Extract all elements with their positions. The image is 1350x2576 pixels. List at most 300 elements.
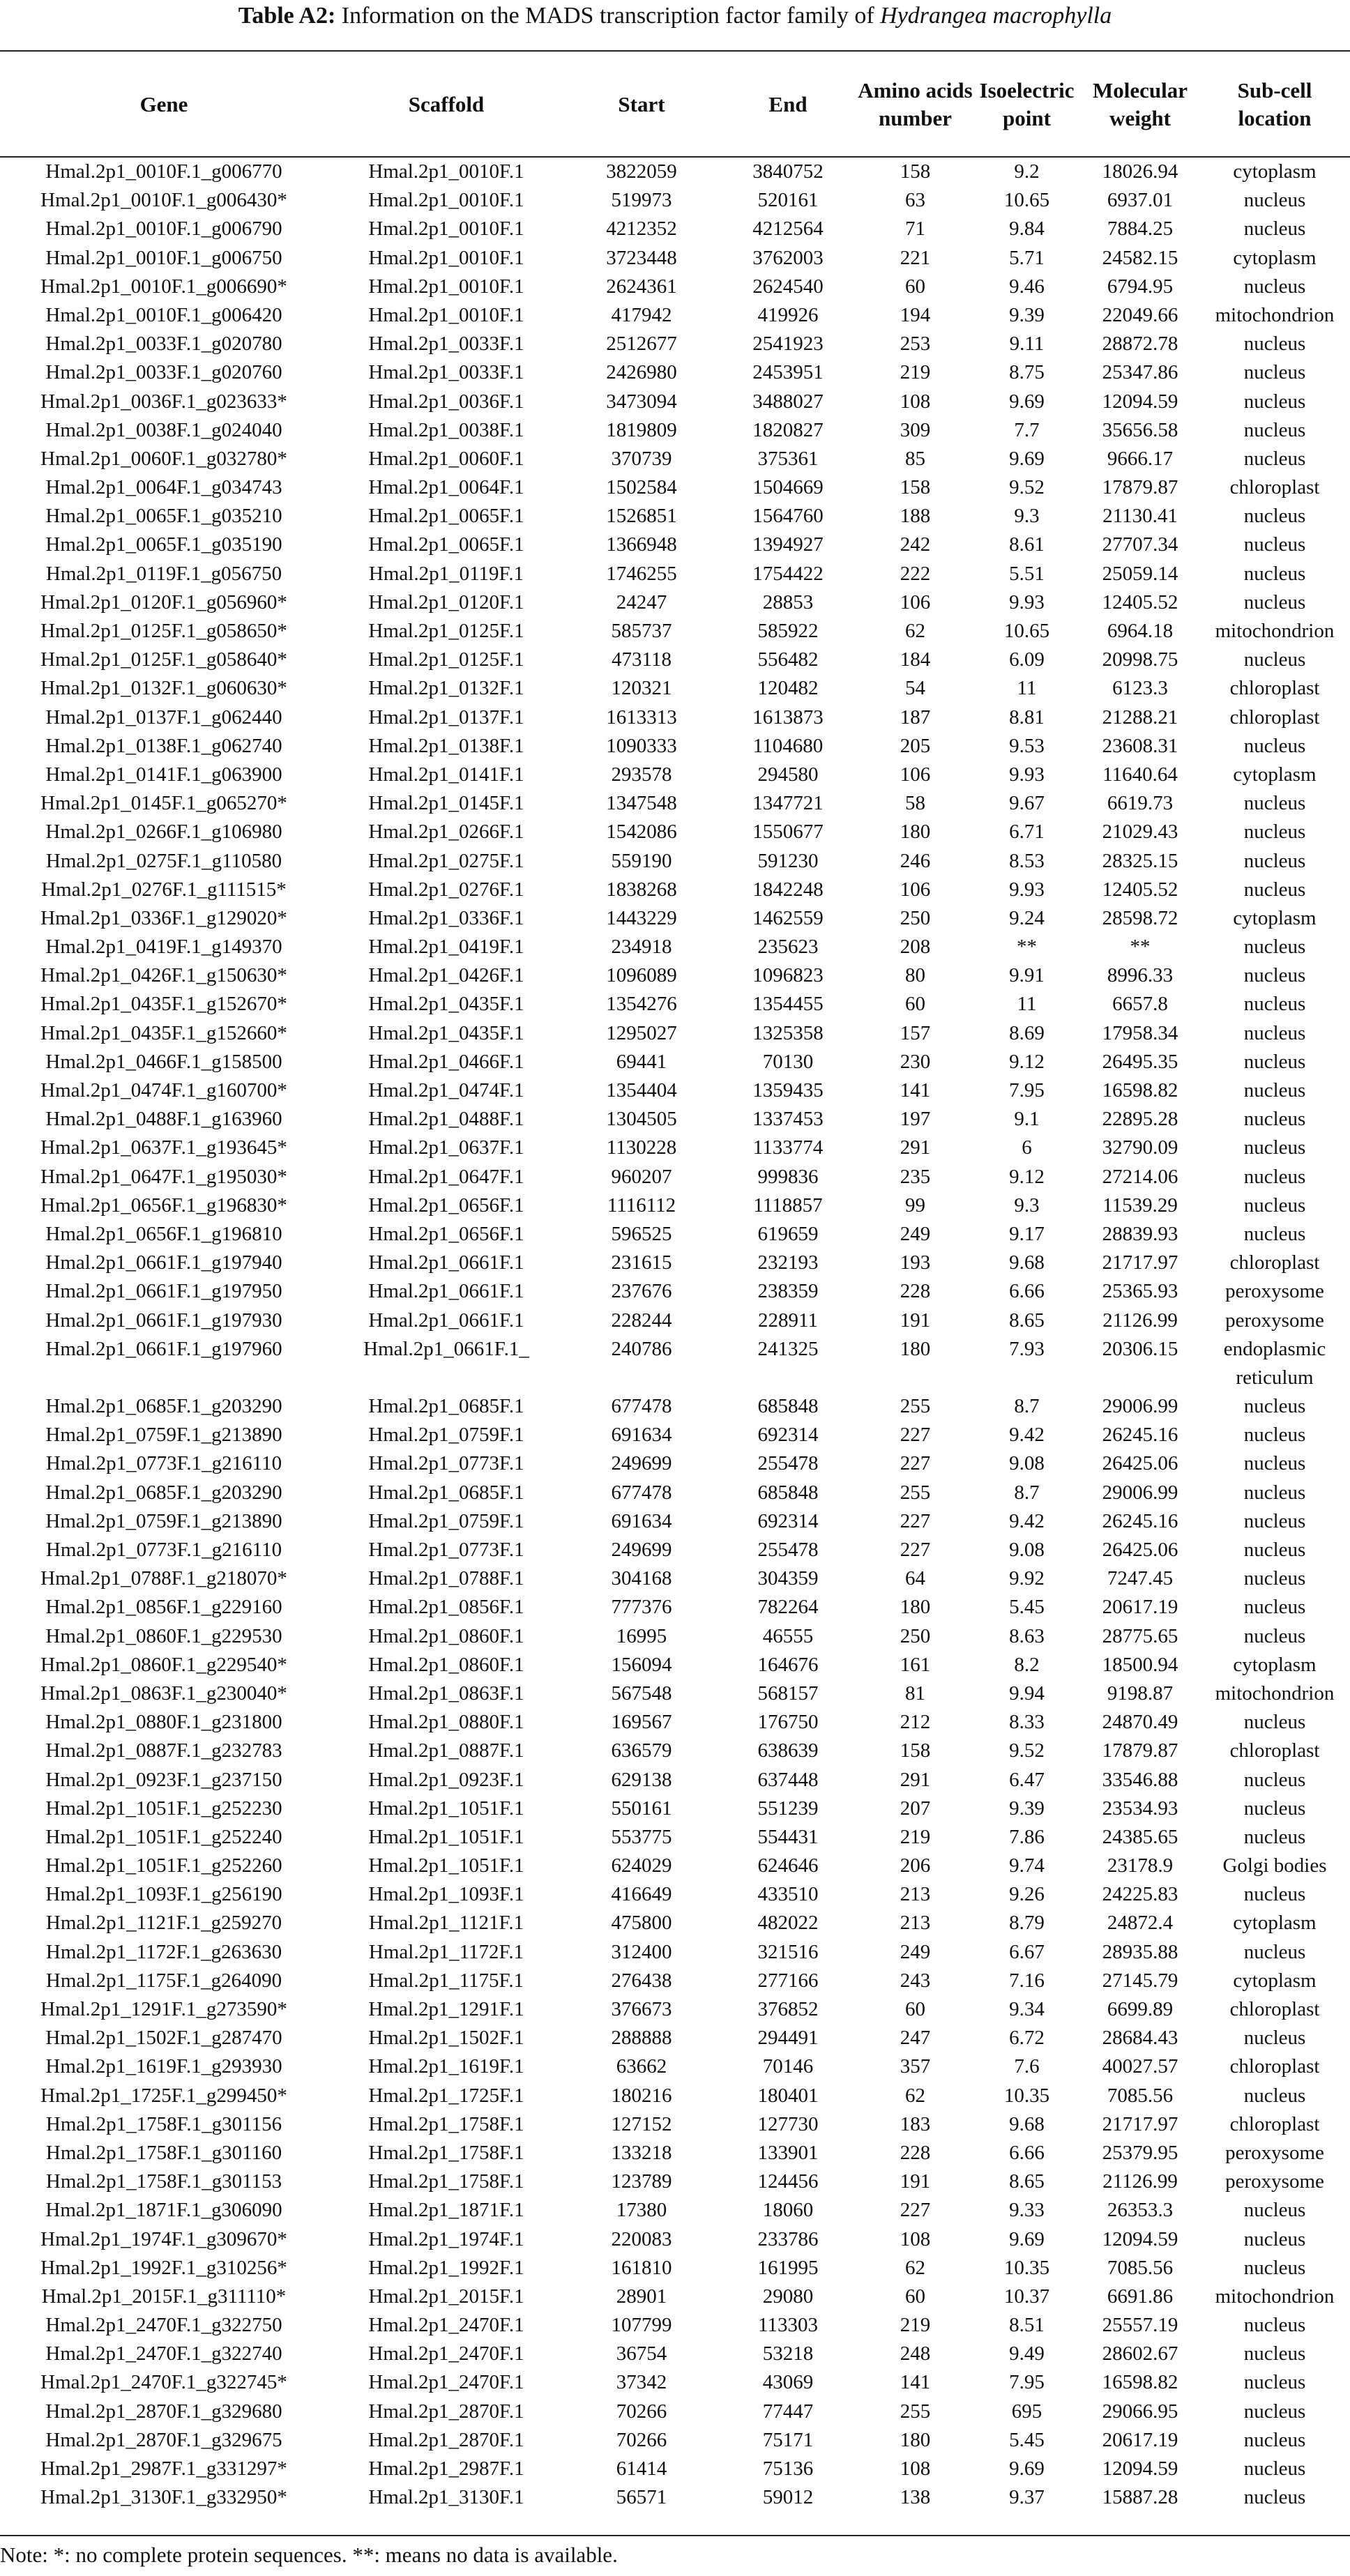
cell-sub-cell-location: nucleus	[1243, 1021, 1306, 1044]
cell-end: 124456	[757, 2170, 819, 2193]
cell-isoelectric-point: 7.6	[1014, 2055, 1040, 2078]
cell-scaffold: Hmal.2p1_0266F.1	[368, 821, 524, 844]
cell-amino-acids: 62	[905, 620, 925, 642]
cell-molecular-weight: 23178.9	[1107, 1854, 1174, 1877]
cell-molecular-weight: 6691.86	[1107, 2285, 1174, 2308]
cell-isoelectric-point: 9.11	[1009, 333, 1045, 356]
cell-end: 1359435	[752, 1079, 824, 1102]
cell-scaffold: Hmal.2p1_2987F.1	[368, 2457, 524, 2480]
cell-amino-acids: 180	[900, 821, 931, 844]
cell-start: 1746255	[606, 562, 677, 585]
cell-end: 638639	[757, 1739, 819, 1762]
cell-start: 69441	[616, 1050, 667, 1073]
table-row	[0, 1938, 1350, 1967]
table-row	[0, 531, 1350, 559]
cell-amino-acids: 106	[900, 763, 931, 786]
cell-sub-cell-location: nucleus	[1243, 936, 1306, 959]
table-row	[0, 588, 1350, 617]
cell-end: 161995	[757, 2256, 819, 2279]
cell-end: 1096823	[752, 964, 824, 987]
cell-gene: Hmal.2p1_0276F.1_g111515*	[41, 878, 287, 901]
cell-molecular-weight: 7884.25	[1107, 218, 1174, 241]
cell-gene: Hmal.2p1_0064F.1_g034743	[45, 476, 282, 499]
cell-start: 231615	[611, 1251, 672, 1274]
cell-end: 53218	[762, 2342, 814, 2365]
cell-sub-cell-location: cytoplasm	[1233, 246, 1317, 269]
cell-end: 685848	[757, 1481, 819, 1504]
cell-scaffold: Hmal.2p1_0336F.1	[368, 906, 524, 929]
cell-start: 1116112	[607, 1194, 676, 1217]
cell-amino-acids: 212	[900, 1711, 931, 1734]
cell-end: 304359	[757, 1567, 819, 1590]
cell-scaffold: Hmal.2p1_0788F.1	[368, 1567, 524, 1590]
cell-start: 1613313	[606, 706, 677, 729]
header-isoelectric-point: Isoelectric point	[979, 78, 1075, 130]
cell-start: 677478	[611, 1395, 672, 1418]
cell-end: 77447	[762, 2400, 814, 2423]
cell-start: 1366948	[606, 533, 677, 556]
cell-end: 1337453	[752, 1108, 824, 1131]
caption-species: Hydrangea macrophylla	[880, 3, 1112, 29]
cell-molecular-weight: 40027.57	[1102, 2055, 1178, 2078]
header-sub-cell-location: Sub-cell location	[1237, 78, 1312, 130]
cell-sub-cell-location: peroxysome	[1225, 1309, 1324, 1332]
cell-scaffold: Hmal.2p1_2870F.1	[368, 2428, 524, 2451]
table-row	[0, 1852, 1350, 1880]
cell-amino-acids: 60	[905, 2285, 925, 2308]
cell-gene: Hmal.2p1_0435F.1_g152660*	[40, 1021, 287, 1044]
cell-scaffold: Hmal.2p1_0419F.1	[368, 936, 524, 959]
cell-amino-acids: 191	[900, 1309, 931, 1332]
cell-amino-acids: 141	[900, 2371, 931, 2394]
cell-end: 1347721	[752, 792, 824, 815]
cell-start: 304168	[611, 1567, 672, 1590]
cell-molecular-weight: 12405.52	[1102, 590, 1178, 613]
cell-end: 294580	[757, 763, 819, 786]
cell-sub-cell-location: nucleus	[1243, 1194, 1306, 1217]
cell-molecular-weight: 27214.06	[1102, 1165, 1178, 1188]
table-row	[0, 818, 1350, 846]
cell-amino-acids: 230	[900, 1050, 931, 1073]
cell-end: 782264	[757, 1596, 819, 1619]
cell-sub-cell-location: chloroplast	[1229, 476, 1320, 499]
table-row	[0, 1593, 1350, 1622]
cell-isoelectric-point: 6.09	[1009, 648, 1045, 671]
cell-gene: Hmal.2p1_0266F.1_g106980	[45, 821, 282, 844]
cell-scaffold: Hmal.2p1_2470F.1	[368, 2314, 524, 2337]
cell-sub-cell-location: nucleus	[1243, 447, 1306, 470]
cell-isoelectric-point: 10.35	[1003, 2084, 1050, 2107]
cell-scaffold: Hmal.2p1_0120F.1	[368, 590, 524, 613]
cell-sub-cell-location: mitochondrion	[1215, 1682, 1335, 1705]
cell-sub-cell-location: cytoplasm	[1233, 1969, 1317, 1992]
cell-isoelectric-point: 8.53	[1009, 849, 1045, 872]
cell-sub-cell-location: cytoplasm	[1233, 1912, 1317, 1935]
cell-gene: Hmal.2p1_0887F.1_g232783	[45, 1739, 282, 1762]
cell-molecular-weight: 24870.49	[1102, 1711, 1178, 1734]
cell-sub-cell-location: nucleus	[1243, 562, 1306, 585]
cell-molecular-weight: 9666.17	[1107, 447, 1174, 470]
cell-amino-acids: 141	[900, 1079, 931, 1102]
cell-amino-acids: 108	[900, 390, 931, 413]
cell-amino-acids: 187	[900, 706, 931, 729]
cell-amino-acids: 194	[900, 303, 931, 326]
cell-gene: Hmal.2p1_0125F.1_g058650*	[40, 620, 287, 642]
cell-scaffold: Hmal.2p1_0661F.1	[368, 1251, 524, 1274]
cell-scaffold: Hmal.2p1_0880F.1	[368, 1711, 524, 1734]
cell-amino-acids: 227	[900, 1539, 931, 1562]
cell-gene: Hmal.2p1_2015F.1_g311110*	[41, 2285, 287, 2308]
cell-gene: Hmal.2p1_1974F.1_g309670*	[40, 2227, 287, 2250]
cell-molecular-weight: 21288.21	[1102, 706, 1178, 729]
cell-molecular-weight: 25365.93	[1102, 1280, 1178, 1303]
cell-isoelectric-point: 9.69	[1009, 2227, 1045, 2250]
cell-scaffold: Hmal.2p1_0647F.1	[368, 1165, 524, 1188]
cell-amino-acids: 60	[905, 993, 925, 1016]
table-row	[0, 1622, 1350, 1651]
cell-sub-cell-location: nucleus	[1243, 734, 1306, 757]
cell-gene: Hmal.2p1_0036F.1_g023633*	[40, 390, 287, 413]
cell-scaffold: Hmal.2p1_0064F.1	[368, 476, 524, 499]
cell-amino-acids: 180	[900, 2428, 931, 2451]
table-header	[0, 53, 1350, 156]
cell-isoelectric-point: 9.68	[1009, 2112, 1045, 2135]
cell-isoelectric-point: 9.3	[1014, 505, 1040, 528]
cell-sub-cell-location: nucleus	[1243, 1711, 1306, 1734]
cell-gene: Hmal.2p1_0661F.1_g197960	[45, 1337, 282, 1360]
cell-scaffold: Hmal.2p1_0125F.1	[368, 648, 524, 671]
cell-end: 133901	[757, 2141, 819, 2164]
cell-molecular-weight: 21130.41	[1102, 505, 1178, 528]
cell-isoelectric-point: 10.37	[1003, 2285, 1050, 2308]
cell-isoelectric-point: 8.75	[1009, 361, 1045, 384]
cell-gene: Hmal.2p1_0773F.1_g216110	[45, 1539, 282, 1562]
cell-isoelectric-point: 8.65	[1009, 1309, 1045, 1332]
cell-sub-cell-location: nucleus	[1243, 2400, 1306, 2423]
cell-amino-acids: 250	[900, 906, 931, 929]
table-row	[0, 2398, 1350, 2426]
cell-start: 312400	[611, 1940, 672, 1963]
cell-scaffold: Hmal.2p1_0010F.1	[368, 218, 524, 241]
cell-start: 70266	[616, 2400, 667, 2423]
cell-gene: Hmal.2p1_0120F.1_g056960*	[40, 590, 287, 613]
header-amino-acids: Amino acids number	[858, 78, 973, 130]
cell-sub-cell-location: chloroplast	[1229, 1739, 1320, 1762]
cell-molecular-weight: 24385.65	[1102, 1825, 1178, 1848]
cell-isoelectric-point: 9.26	[1009, 1883, 1045, 1906]
cell-sub-cell-location: nucleus	[1243, 218, 1306, 241]
header-gene: Gene	[139, 92, 188, 116]
cell-isoelectric-point: **	[1017, 936, 1037, 959]
cell-amino-acids: 58	[905, 792, 925, 815]
cell-gene: Hmal.2p1_2870F.1_g329680	[45, 2400, 282, 2423]
cell-gene: Hmal.2p1_0856F.1_g229160	[45, 1596, 282, 1619]
cell-sub-cell-location: nucleus	[1243, 533, 1306, 556]
cell-sub-cell-location: nucleus	[1243, 505, 1306, 528]
cell-scaffold: Hmal.2p1_0010F.1	[368, 160, 524, 183]
cell-gene: Hmal.2p1_1758F.1_g301160	[45, 2141, 282, 2164]
cell-amino-acids: 213	[900, 1883, 931, 1906]
cell-sub-cell-location: nucleus	[1243, 821, 1306, 844]
table-row	[0, 1421, 1350, 1449]
cell-gene: Hmal.2p1_0419F.1_g149370	[45, 936, 282, 959]
cell-scaffold: Hmal.2p1_0119F.1	[368, 562, 524, 585]
table-row	[0, 990, 1350, 1019]
cell-molecular-weight: 28325.15	[1102, 849, 1178, 872]
cell-end: 70130	[762, 1050, 814, 1073]
cell-sub-cell-location: nucleus	[1243, 1481, 1306, 1504]
cell-molecular-weight: 9198.87	[1107, 1682, 1174, 1705]
cell-gene: Hmal.2p1_1725F.1_g299450*	[40, 2084, 287, 2107]
cell-molecular-weight: 11640.64	[1102, 763, 1178, 786]
cell-start: 473118	[612, 648, 672, 671]
cell-gene: Hmal.2p1_0773F.1_g216110	[45, 1452, 282, 1475]
cell-scaffold: Hmal.2p1_1291F.1	[368, 1998, 524, 2021]
cell-amino-acids: 85	[905, 447, 925, 470]
cell-sub-cell-location: peroxysome	[1225, 1280, 1324, 1303]
cell-isoelectric-point: 9.69	[1009, 390, 1045, 413]
cell-amino-acids: 255	[900, 1395, 931, 1418]
cell-molecular-weight: 18026.94	[1102, 160, 1178, 183]
cell-molecular-weight: 26425.06	[1102, 1452, 1178, 1475]
cell-scaffold: Hmal.2p1_0010F.1	[368, 275, 524, 298]
cell-amino-acids: 205	[900, 734, 931, 757]
cell-scaffold: Hmal.2p1_1051F.1	[368, 1797, 524, 1820]
cell-scaffold: Hmal.2p1_0060F.1	[368, 447, 524, 470]
cell-start: 61414	[616, 2457, 667, 2480]
cell-start: 691634	[611, 1509, 672, 1532]
cell-amino-acids: 219	[900, 2314, 931, 2337]
cell-end: 419926	[757, 303, 819, 326]
cell-sub-cell-location: mitochondrion	[1215, 2285, 1335, 2308]
cell-molecular-weight: 8996.33	[1107, 964, 1174, 987]
cell-start: 1819809	[606, 418, 677, 441]
cell-scaffold: Hmal.2p1_0065F.1	[368, 505, 524, 528]
table-row	[0, 1191, 1350, 1220]
cell-end: 637448	[757, 1768, 819, 1791]
cell-gene: Hmal.2p1_0336F.1_g129020*	[40, 906, 287, 929]
cell-end: 3762003	[752, 246, 824, 269]
cell-molecular-weight: 25379.95	[1102, 2141, 1178, 2164]
cell-isoelectric-point: 9.68	[1009, 1251, 1045, 1274]
cell-scaffold: Hmal.2p1_1992F.1	[368, 2256, 524, 2279]
cell-scaffold: Hmal.2p1_0466F.1	[368, 1050, 524, 1073]
cell-amino-acids: 291	[900, 1768, 931, 1791]
cell-start: 249699	[611, 1452, 672, 1475]
cell-isoelectric-point: 6.72	[1009, 2027, 1045, 2050]
table-row	[0, 502, 1350, 531]
cell-molecular-weight: 6937.01	[1107, 189, 1174, 212]
cell-start: 3723448	[606, 246, 677, 269]
table-row	[0, 1134, 1350, 1162]
cell-end: 585922	[757, 620, 819, 642]
cell-isoelectric-point: 9.42	[1009, 1509, 1045, 1532]
table-row	[0, 215, 1350, 243]
cell-end: 321516	[757, 1940, 819, 1963]
table-row	[0, 933, 1350, 961]
cell-start: 624029	[611, 1854, 672, 1877]
cell-start: 417942	[611, 303, 672, 326]
table-row	[0, 876, 1350, 904]
cell-molecular-weight: 18500.94	[1102, 1653, 1178, 1676]
cell-end: 4212564	[752, 218, 824, 241]
cell-end: 2624540	[752, 275, 824, 298]
cell-sub-cell-location: nucleus	[1243, 418, 1306, 441]
cell-scaffold: Hmal.2p1_0132F.1	[368, 677, 524, 700]
cell-scaffold: Hmal.2p1_0125F.1	[368, 620, 524, 642]
cell-amino-acids: 208	[900, 936, 931, 959]
cell-isoelectric-point: 7.95	[1009, 2371, 1045, 2394]
cell-scaffold: Hmal.2p1_0426F.1	[368, 964, 524, 987]
cell-sub-cell-location: nucleus	[1243, 1050, 1306, 1073]
cell-molecular-weight: 11539.29	[1102, 1194, 1178, 1217]
cell-amino-acids: 221	[900, 246, 931, 269]
cell-isoelectric-point: 9.69	[1009, 447, 1045, 470]
cell-start: 17380	[616, 2199, 667, 2222]
cell-gene: Hmal.2p1_0132F.1_g060630*	[40, 677, 287, 700]
cell-end: 255478	[757, 1452, 819, 1475]
cell-sub-cell-location: nucleus	[1243, 2027, 1306, 2050]
cell-amino-acids: 108	[900, 2227, 931, 2250]
cell-end: 624646	[757, 1854, 819, 1877]
table-row	[0, 1880, 1350, 1909]
cell-scaffold: Hmal.2p1_1172F.1	[368, 1940, 524, 1963]
cell-amino-acids: 60	[905, 1998, 925, 2021]
table-row	[0, 1306, 1350, 1335]
cell-isoelectric-point: 7.16	[1009, 1969, 1045, 1992]
caption-label: Table A2:	[238, 3, 336, 29]
table-row	[0, 1105, 1350, 1134]
cell-scaffold: Hmal.2p1_1502F.1	[368, 2027, 524, 2050]
table-row	[0, 158, 1350, 186]
cell-amino-acids: 249	[900, 1222, 931, 1245]
cell-sub-cell-location: cytoplasm	[1233, 763, 1317, 786]
cell-scaffold: Hmal.2p1_0137F.1	[368, 706, 524, 729]
cell-isoelectric-point: 8.61	[1009, 533, 1045, 556]
cell-sub-cell-location: mitochondrion	[1215, 620, 1335, 642]
cell-start: 1526851	[606, 505, 677, 528]
table-row	[0, 388, 1350, 416]
cell-start: 370739	[611, 447, 672, 470]
cell-scaffold: Hmal.2p1_0656F.1	[368, 1222, 524, 1245]
cell-amino-acids: 207	[900, 1797, 931, 1820]
cell-sub-cell-location: nucleus	[1243, 2199, 1306, 2222]
cell-gene: Hmal.2p1_1051F.1_g252260	[45, 1854, 282, 1877]
cell-start: 1295027	[606, 1021, 677, 1044]
cell-isoelectric-point: 9.93	[1009, 763, 1045, 786]
cell-scaffold: Hmal.2p1_2870F.1	[368, 2400, 524, 2423]
cell-molecular-weight: 35656.58	[1102, 418, 1178, 441]
cell-molecular-weight: 17958.34	[1102, 1021, 1178, 1044]
cell-gene: Hmal.2p1_0010F.1_g006420	[45, 303, 282, 326]
cell-molecular-weight: 23534.93	[1102, 1797, 1178, 1820]
cell-end: 554431	[757, 1825, 819, 1848]
table-row	[0, 789, 1350, 818]
cell-sub-cell-location: nucleus	[1243, 2314, 1306, 2337]
cell-molecular-weight: 21717.97	[1102, 1251, 1178, 1274]
cell-end: 1820827	[752, 418, 824, 441]
cell-sub-cell-location: cytoplasm	[1233, 160, 1317, 183]
cell-sub-cell-location: nucleus	[1243, 2342, 1306, 2365]
cell-start: 70266	[616, 2428, 667, 2451]
cell-gene: Hmal.2p1_0647F.1_g195030*	[40, 1165, 287, 1188]
cell-gene: Hmal.2p1_1051F.1_g252240	[45, 1825, 282, 1848]
cell-isoelectric-point: 9.69	[1009, 2457, 1045, 2480]
cell-sub-cell-location: nucleus	[1243, 1624, 1306, 1647]
cell-start: 1542086	[606, 821, 677, 844]
table-row	[0, 1564, 1350, 1593]
cell-start: 4212352	[606, 218, 677, 241]
cell-isoelectric-point: 9.53	[1009, 734, 1045, 757]
table-row	[0, 617, 1350, 646]
table-row	[0, 2082, 1350, 2110]
cell-start: 1838268	[606, 878, 677, 901]
cell-gene: Hmal.2p1_0860F.1_g229530	[45, 1624, 282, 1647]
cell-isoelectric-point: 5.51	[1009, 562, 1045, 585]
cell-amino-acids: 206	[900, 1854, 931, 1877]
cell-molecular-weight: 26245.16	[1102, 1424, 1178, 1447]
cell-isoelectric-point: 9.84	[1009, 218, 1045, 241]
table-row	[0, 2254, 1350, 2282]
cell-molecular-weight: 22049.66	[1102, 303, 1178, 326]
cell-end: 176750	[757, 1711, 819, 1734]
cell-isoelectric-point: 9.17	[1009, 1222, 1045, 1245]
cell-sub-cell-location: nucleus	[1243, 2486, 1306, 2509]
cell-amino-acids: 81	[905, 1682, 925, 1705]
cell-isoelectric-point: 10.65	[1003, 189, 1050, 212]
cell-scaffold: Hmal.2p1_0923F.1	[368, 1768, 524, 1791]
cell-amino-acids: 250	[900, 1624, 931, 1647]
table-row	[0, 646, 1350, 674]
cell-amino-acids: 106	[900, 590, 931, 613]
table-row	[0, 1794, 1350, 1823]
cell-sub-cell-location: nucleus	[1243, 2457, 1306, 2480]
cell-start: 585737	[611, 620, 672, 642]
cell-isoelectric-point: 10.35	[1003, 2256, 1050, 2279]
cell-start: 16995	[616, 1624, 667, 1647]
cell-gene: Hmal.2p1_0060F.1_g032780*	[40, 447, 287, 470]
cell-end: 235623	[757, 936, 819, 959]
cell-sub-cell-location: peroxysome	[1225, 2170, 1324, 2193]
cell-end: 685848	[757, 1395, 819, 1418]
cell-end: 375361	[757, 447, 819, 470]
cell-gene: Hmal.2p1_0119F.1_g056750	[45, 562, 282, 585]
cell-sub-cell-location: nucleus	[1243, 189, 1306, 212]
cell-sub-cell-location: nucleus	[1243, 333, 1306, 356]
cell-scaffold: Hmal.2p1_2015F.1	[368, 2285, 524, 2308]
top-rule	[0, 50, 1350, 52]
cell-sub-cell-location: chloroplast	[1229, 1251, 1320, 1274]
cell-scaffold: Hmal.2p1_0036F.1	[368, 390, 524, 413]
cell-start: 1354276	[606, 993, 677, 1016]
cell-amino-acids: 228	[900, 1280, 931, 1303]
cell-scaffold: Hmal.2p1_0661F.1	[368, 1280, 524, 1303]
cell-start: 550161	[611, 1797, 672, 1820]
cell-end: 692314	[757, 1424, 819, 1447]
cell-start: 36754	[616, 2342, 667, 2365]
cell-start: 376673	[611, 1998, 672, 2021]
table-row	[0, 2311, 1350, 2340]
cell-sub-cell-location: nucleus	[1243, 878, 1306, 901]
cell-sub-cell-location: chloroplast	[1229, 2112, 1320, 2135]
cell-end: 228911	[758, 1309, 818, 1332]
cell-amino-acids: 183	[900, 2112, 931, 2135]
cell-gene: Hmal.2p1_0661F.1_g197940	[45, 1251, 282, 1274]
cell-end: 277166	[757, 1969, 819, 1992]
cell-molecular-weight: 27707.34	[1102, 533, 1178, 556]
cell-start: 24247	[616, 590, 667, 613]
cell-end: 59012	[762, 2486, 814, 2509]
